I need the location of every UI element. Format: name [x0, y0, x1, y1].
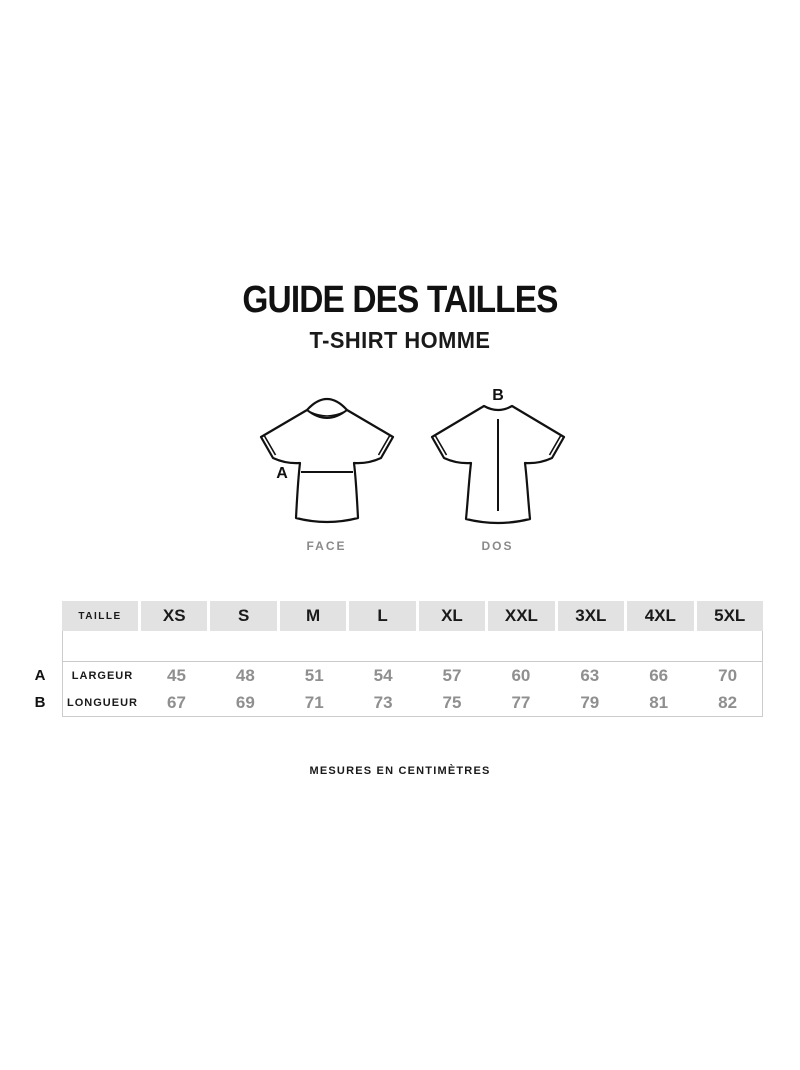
table-cell: 69 [235, 692, 255, 712]
table-cell: 73 [373, 692, 393, 712]
size-col-header: 5XL [697, 601, 763, 631]
units-footnote: MESURES EN CENTIMÈTRES [309, 765, 491, 777]
shirt-diagrams [0, 385, 800, 553]
table-body [62, 631, 763, 717]
row-label: LARGEUR [71, 669, 134, 682]
size-col-header: XL [419, 601, 485, 631]
measure-label-a: A [275, 465, 288, 482]
table-cell: 79 [580, 692, 600, 712]
table-cell: 66 [649, 665, 669, 685]
page-title: GUIDE DES TAILLES [242, 279, 558, 321]
table-cell: 75 [442, 692, 462, 712]
row-letter-a: A [34, 667, 46, 684]
table-corner-header: TAILLE [62, 601, 138, 631]
measure-label-b: B [491, 387, 504, 404]
size-col-header: S [210, 601, 276, 631]
front-caption: FACE [306, 539, 347, 553]
shirt-captions [12, 539, 800, 553]
table-cell: 60 [511, 665, 531, 685]
size-col-header: XXL [488, 601, 554, 631]
size-col-header: 4XL [627, 601, 693, 631]
table-cell: 63 [580, 665, 600, 685]
table-cell: 57 [442, 665, 462, 685]
size-col-header: 3XL [558, 601, 624, 631]
header [0, 279, 800, 353]
size-col-header: L [349, 601, 415, 631]
page-subtitle: T-SHIRT HOMME [309, 327, 491, 353]
back-caption: DOS [481, 539, 514, 553]
spacer-row [63, 631, 762, 661]
row-letter-b: B [34, 694, 46, 711]
shirt-row [12, 385, 800, 530]
size-table [34, 601, 763, 717]
front-shirt-diagram [252, 385, 402, 530]
table-cell: 77 [511, 692, 531, 712]
table-cell: 81 [649, 692, 669, 712]
table-cell: 67 [166, 692, 186, 712]
table-cell: 71 [304, 692, 324, 712]
size-col-header: XS [141, 601, 207, 631]
table-cell: 70 [718, 665, 738, 685]
size-col-header: M [280, 601, 346, 631]
back-shirt-diagram [423, 385, 573, 530]
table-cell: 54 [373, 665, 393, 685]
table-cell: 51 [304, 665, 324, 685]
table-cell: 48 [235, 665, 255, 685]
table-cell: 82 [718, 692, 738, 712]
table-header-row [62, 601, 763, 631]
table-cell: 45 [166, 665, 186, 685]
row-label: LONGUEUR [67, 696, 138, 709]
table-row-largeur [63, 661, 762, 689]
table-row-longueur [63, 689, 762, 716]
